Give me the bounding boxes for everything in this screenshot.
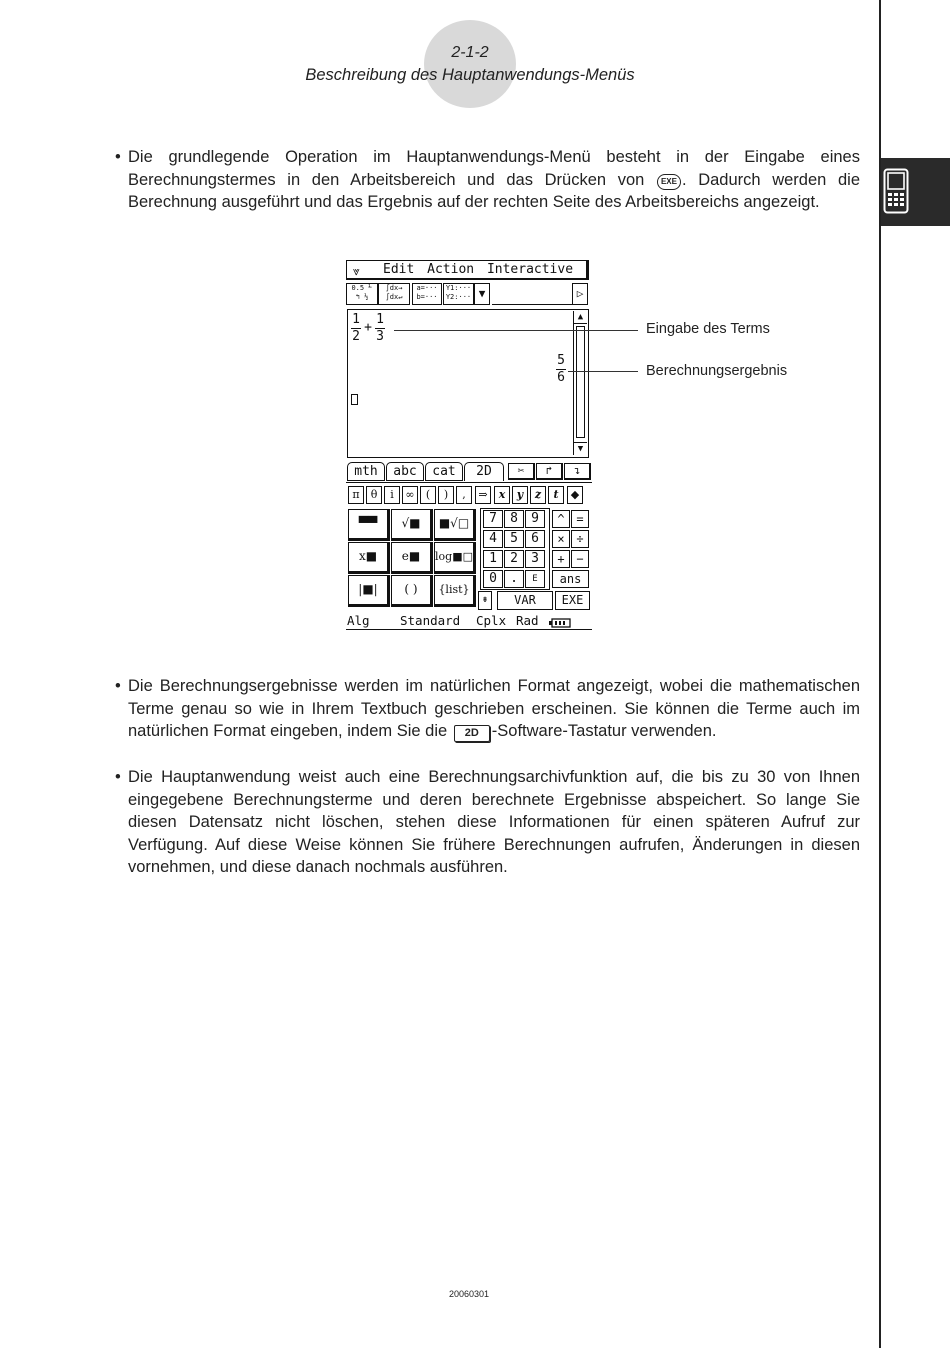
key-0[interactable]: 0 xyxy=(483,570,503,588)
page-number: 2-1-2 xyxy=(451,44,489,61)
status-mode: Alg xyxy=(347,613,370,628)
menu-interactive[interactable]: Interactive xyxy=(486,262,574,277)
key-pi[interactable]: π xyxy=(348,486,364,504)
scroll-down-icon[interactable]: ▼ xyxy=(574,442,587,455)
var-key[interactable]: VAR xyxy=(497,591,553,610)
footer-code: 20060301 xyxy=(448,1289,490,1299)
key-dot[interactable]: . xyxy=(504,570,524,588)
key-theta[interactable]: θ xyxy=(366,486,382,504)
key-9[interactable]: 9 xyxy=(525,510,545,528)
key-y[interactable]: y xyxy=(512,486,528,504)
input-fraction-2: 1 3 xyxy=(376,312,384,345)
callout-line-result xyxy=(568,371,638,372)
tab-mth[interactable]: mth xyxy=(347,462,385,481)
power-template-button[interactable]: x■ xyxy=(348,542,390,574)
menu-action[interactable]: Action xyxy=(427,262,475,277)
cut-icon[interactable]: ✂ xyxy=(508,463,535,480)
tab-cat[interactable]: cat xyxy=(425,462,463,481)
key-1[interactable]: 1 xyxy=(483,550,503,568)
status-format: Standard xyxy=(400,613,461,628)
ans-key[interactable]: ans xyxy=(552,570,589,588)
key-equals[interactable]: = xyxy=(571,510,589,528)
key-3[interactable]: 3 xyxy=(525,550,545,568)
vertical-scrollbar[interactable] xyxy=(573,311,587,455)
menu-bar xyxy=(346,260,589,280)
chapter-tab xyxy=(881,158,950,226)
up-arrow-icon[interactable]: ↱ xyxy=(536,463,563,480)
scroll-up-icon[interactable]: ▲ xyxy=(574,311,587,324)
paragraph-natural-format xyxy=(115,675,860,743)
status-bar xyxy=(346,613,592,630)
tab-2d[interactable]: 2D xyxy=(464,462,504,481)
toolbar-variables-button[interactable]: a=··· b=··· xyxy=(412,283,442,305)
scroll-down-keys-icon[interactable]: ⇟ xyxy=(478,591,492,610)
fraction-template-button[interactable]: ▀▀ xyxy=(348,509,390,541)
keyboard-tabs xyxy=(346,462,592,482)
key-5[interactable]: 5 xyxy=(504,530,524,548)
paragraph-text: -Software-Tastatur verwenden. xyxy=(491,722,717,741)
status-angle: Rad xyxy=(516,613,539,628)
exp-template-button[interactable]: e■ xyxy=(391,542,433,574)
key-z[interactable]: z xyxy=(530,486,546,504)
key-comma[interactable]: , xyxy=(456,486,472,504)
calculator-screen xyxy=(346,258,592,632)
input-fraction-1: 1 2 xyxy=(352,312,360,345)
key-multiply[interactable]: × xyxy=(552,530,570,548)
bullet: • xyxy=(115,768,121,786)
keyboard-divider xyxy=(346,482,592,483)
toolbar-dropdown-button[interactable]: ▼ xyxy=(474,283,490,305)
status-complex: Cplx xyxy=(476,613,507,628)
menu-edit[interactable]: Edit xyxy=(383,262,415,277)
result-fraction: 5 6 xyxy=(557,353,565,386)
battery-icon xyxy=(549,616,571,632)
paragraph-history xyxy=(115,766,860,879)
key-4[interactable]: 4 xyxy=(483,530,503,548)
tab-abc[interactable]: abc xyxy=(386,462,424,481)
sqrt-template-button[interactable]: √■ xyxy=(391,509,433,541)
key-minus[interactable]: − xyxy=(571,550,589,568)
calculator-icon xyxy=(883,168,909,214)
paragraph-text: Die grundlegende Operation im Hauptanwendungs-Menü besteht in der Eingabe eines Berechnungstermes in den Arbeitsbereich und das Drücken von xyxy=(128,148,860,189)
toolbar-scroll-right-button[interactable]: ▷ xyxy=(572,283,588,305)
toolbar-divider xyxy=(492,304,572,305)
bullet: • xyxy=(115,148,121,166)
key-exponent[interactable]: E xyxy=(525,570,545,588)
paragraph-text: Die Hauptanwendung weist auch eine Berechnungsarchivfunktion auf, die bis zu 30 von Ihnen eingegebene Berechnungsterme und deren berechnete Ergebnisse abspeichert. So lange Sie diesen Datensatz nicht löschen, stehen diese Informationen für einen späteren Aufruf zur Verfügung. Auf diese Weise können Sie frühere Berechnungen aufrufen, Änderungen in diesen vornehmen, und diese danach nochmals ausführen. xyxy=(128,768,860,877)
key-store[interactable]: ⇒ xyxy=(475,486,491,504)
work-area[interactable] xyxy=(347,309,589,458)
callout-input: Eingabe des Terms xyxy=(646,321,770,337)
key-7[interactable]: 7 xyxy=(483,510,503,528)
exe-key-icon: EXE xyxy=(657,174,681,190)
bullet: • xyxy=(115,677,121,695)
key-i[interactable]: i xyxy=(384,486,400,504)
paragraph-text: . Dadurch werden die Berechnung ausgeführt und das Ergebnis auf der rechten Seite des Arbeitsbereichs angezeigt. xyxy=(128,170,860,212)
key-x[interactable]: x xyxy=(494,486,510,504)
paragraph-text: Die Berechnungsergebnisse werden im natürlichen Format angezeigt, wobei die mathematischen Terme genau so wie in Ihrem Textbuch geschrieben erscheinen. Sie können die Terme auch im natürlichen Format eingeben, indem Sie die xyxy=(128,677,860,741)
key-open-paren[interactable]: ( xyxy=(420,486,436,504)
key-8[interactable]: 8 xyxy=(504,510,524,528)
toolbar-graph-button[interactable]: Y1:··· Y2:··· xyxy=(443,283,474,305)
input-cursor[interactable] xyxy=(351,394,358,405)
page-title: Beschreibung des Hauptanwendungs-Menüs xyxy=(305,66,635,84)
scroll-thumb[interactable] xyxy=(576,326,585,438)
key-plus[interactable]: + xyxy=(552,550,570,568)
paren-template-button[interactable]: ( ) xyxy=(391,575,433,607)
double-chevron-down-icon[interactable]: ⩔ xyxy=(353,264,360,278)
key-divide[interactable]: ÷ xyxy=(571,530,589,548)
list-template-button[interactable]: {list} xyxy=(434,575,476,607)
key-close-paren[interactable]: ) xyxy=(438,486,454,504)
2d-key-icon: 2D xyxy=(454,725,490,742)
exe-key[interactable]: EXE xyxy=(555,591,590,610)
right-arrow-icon[interactable]: ↴ xyxy=(564,463,591,480)
header-circle xyxy=(424,20,516,108)
callout-line-input xyxy=(394,330,638,331)
toolbar xyxy=(346,283,589,305)
toolbar-integral-button[interactable]: ∫dx→ ∫dx↵ xyxy=(378,283,410,305)
key-6[interactable]: 6 xyxy=(525,530,545,548)
toolbar-fraction-decimal-button[interactable]: 0.5 ⅟ ↰ ½ xyxy=(346,283,378,305)
key-2[interactable]: 2 xyxy=(504,550,524,568)
key-t[interactable]: t xyxy=(548,486,564,504)
key-power[interactable]: ^ xyxy=(552,510,570,528)
callout-result: Berechnungsergebnis xyxy=(646,363,788,379)
nth-root-template-button[interactable]: ■√□ xyxy=(434,509,476,541)
backspace-icon[interactable]: ◆ xyxy=(567,486,583,504)
log-template-button[interactable]: log■□ xyxy=(434,542,476,574)
paragraph-operation xyxy=(115,146,860,214)
input-plus: + xyxy=(364,320,372,335)
key-infinity[interactable]: ∞ xyxy=(402,486,418,504)
abs-template-button[interactable]: |■| xyxy=(348,575,390,607)
